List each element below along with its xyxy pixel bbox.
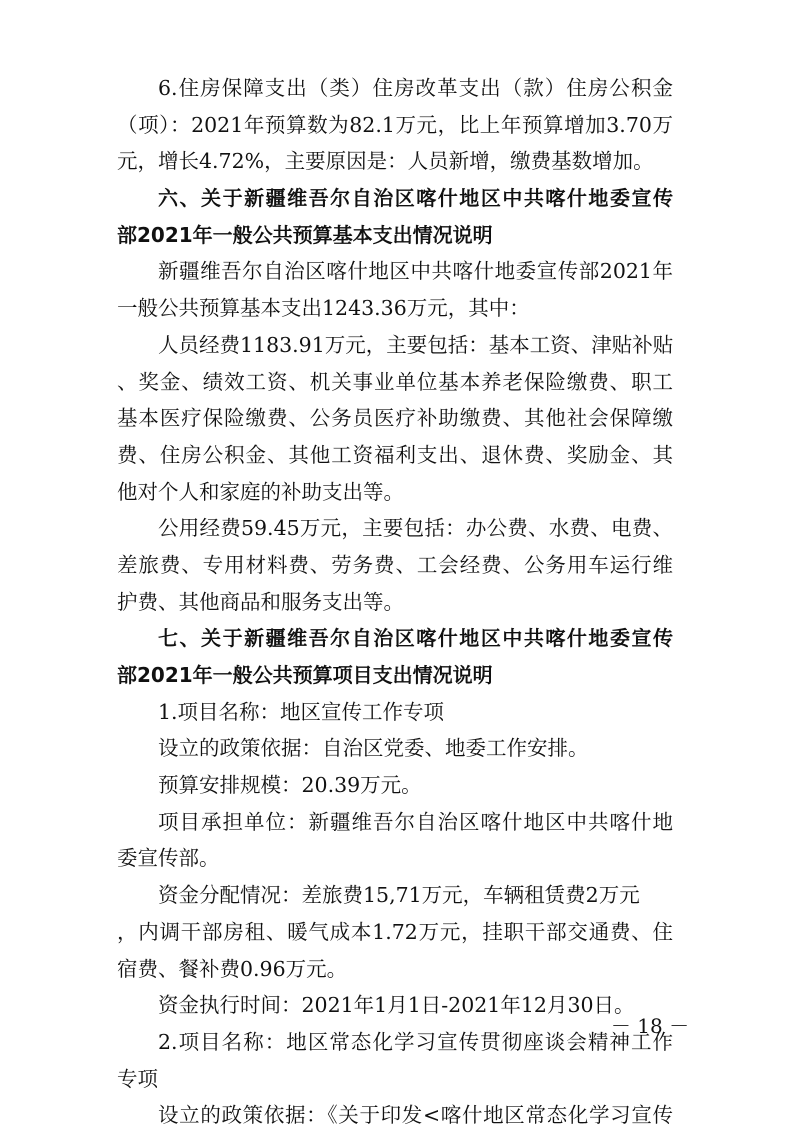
paragraph-line: 人员经费1183.91万元，主要包括：基本工资、津贴补贴 — [158, 332, 673, 357]
paragraph-line: 基本医疗保险缴费、公务员医疗补助缴费、其他社会保障缴 — [117, 406, 673, 431]
paragraph-line: 护费、其他商品和服务支出等。 — [117, 589, 404, 614]
paragraph-line: 6.住房保障支出（类）住房改革支出（款）住房公积金 — [158, 76, 673, 100]
paragraph-line: 新疆维吾尔自治区喀什地区中共喀什地委宣传部2021年 — [158, 259, 673, 284]
paragraph-line: 项目承担单位：新疆维吾尔自治区喀什地区中共喀什地 — [158, 809, 673, 834]
page-number: － 18 － — [610, 1014, 690, 1038]
paragraph-line: ，内调干部房租、暖气成本1.72万元，挂职干部交通费、住 — [117, 919, 673, 944]
paragraph-line: 公用经费59.45万元，主要包括：办公费、水费、电费、 — [158, 516, 673, 541]
paragraph-line: 设立的政策依据：自治区党委、地委工作安排。 — [158, 736, 589, 761]
paragraph-line: 一般公共预算基本支出1243.36万元，其中： — [117, 296, 530, 321]
paragraph-line: 宿费、餐补费0.96万元。 — [117, 956, 348, 981]
section-heading-line: 七、关于新疆维吾尔自治区喀什地区中共喀什地委宣传 — [158, 626, 673, 651]
paragraph-line: 资金执行时间：2021年1月1日-2021年12月30日。 — [158, 993, 635, 1018]
paragraph-line: 元，增长4.72%，主要原因是：人员新增，缴费基数增加。 — [117, 149, 654, 174]
paragraph-line: 2.项目名称：地区常态化学习宣传贯彻座谈会精神工作 — [158, 1029, 673, 1054]
section-heading-line: 六、关于新疆维吾尔自治区喀什地区中共喀什地委宣传 — [158, 186, 673, 211]
paragraph-line: 1.项目名称：地区宣传工作专项 — [158, 699, 445, 724]
paragraph-line: 专项 — [117, 1066, 158, 1091]
section-heading-line: 部2021年一般公共预算项目支出情况说明 — [117, 663, 493, 687]
paragraph-line: 设立的政策依据：《关于印发<喀什地区常态化学习宣传 — [158, 1103, 673, 1128]
paragraph-line: 、奖金、绩效工资、机关事业单位基本养老保险缴费、职工 — [117, 369, 673, 394]
paragraph-line: 费、住房公积金、其他工资福利支出、退休费、奖励金、其 — [117, 442, 673, 467]
paragraph-line: （项）：2021年预算数为82.1万元，比上年预算增加3.70万 — [117, 112, 673, 137]
paragraph-line: 他对个人和家庭的补助支出等。 — [117, 479, 404, 504]
paragraph-line: 资金分配情况：差旅费15,71万元，车辆租赁费2万元 — [158, 883, 640, 908]
section-heading-line: 部2021年一般公共预算基本支出情况说明 — [117, 222, 493, 247]
body-text — [117, 70, 673, 1134]
paragraph-line: 预算安排规模：20.39万元。 — [158, 773, 422, 798]
paragraph-line: 差旅费、专用材料费、劳务费、工会经费、公务用车运行维 — [117, 552, 673, 577]
paragraph-line: 委宣传部。 — [117, 846, 220, 871]
